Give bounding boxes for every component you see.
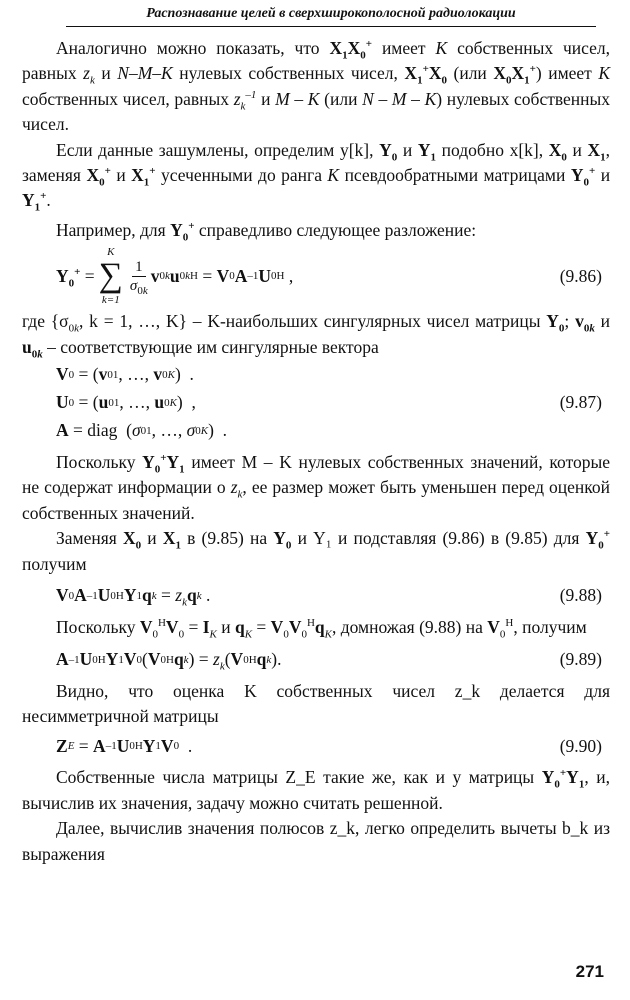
running-title: Распознавание целей в сверхширокополосной радиолокации — [146, 6, 516, 21]
equation-9-87-line-2: U 0 = ( u 01 , …, u 0K ) , (9.87) — [22, 390, 610, 416]
equation-number: (9.87) — [559, 392, 602, 413]
equation-number: (9.88) — [559, 585, 602, 606]
equation-9-88: V 0 A –1 U 0 H Y 1 q k = $z_k$ q k . (9.88) — [56, 585, 602, 609]
paragraph-3: Например, для $Y_0^+$ справедливо следующее разложение: — [56, 219, 477, 244]
page-body — [22, 36, 610, 867]
paragraph-4: где {$\sigma_{0k}$, k = 1, …, K} – K-наибольших сингулярных чисел матрицы $Y_0$; $v_{0k}$ и $u_{0k}$ – соответствующие им сингулярные вектора — [22, 311, 610, 361]
page-number: 271 — [575, 962, 604, 981]
equation-number: (9.86) — [559, 265, 602, 286]
paragraph-5: Поскольку $Y_0^+Y_1$ имеет M – K нулевых собственных значений, которые не содержат информации о $z_k$, ее размер может быть уменьшен перед оценкой собственных значений. — [22, 452, 611, 523]
equation-number: (9.90) — [559, 735, 602, 756]
paragraph-9: Собственные числа матрицы Z_E такие же, как и у матрицы $Y_0^+Y_1$, и, вычислив их значения, задачу можно считать решенной. — [22, 767, 610, 813]
header-rule — [66, 26, 596, 27]
equation-9-89: A –1 U 0 H Y 1 V 0 ( V 0 H q k ) = $z_k$ ( V 0 H q k ). (9.89) — [56, 648, 602, 673]
paragraph-8: Видно, что оценка K собственных чисел z_k делается для несимметричной матрицы — [22, 680, 610, 726]
equation-9-87-line-3: A = diag ( σ 01 , …, σ 0K ) . — [56, 420, 228, 441]
equation-9-86: $Y_0^+$ = K ∑ k=1 $\frac{1}{\sigma_{0k}}$ v 0k u 0k H = V 0 A –1 U 0 H , (9.86) — [56, 246, 602, 307]
equation-number: (9.89) — [559, 648, 602, 669]
paragraph-7: Поскольку $V_0^HV_0 = I_K$ и $q_K = V_0V_0^Hq_K$, домножая (9.88) на $V_0^H$, получим — [56, 617, 587, 641]
equation-9-87-line-1: V 0 = ( v 01 , …, v 0K ) . — [56, 364, 194, 385]
paragraph-2: Если данные зашумлены, определим y[k], $Y_0$ и $Y_1$ подобно x[k], $X_0$ и $X_1$, заменяя $X_0^+$ и $X_1^+$ усеченными до ранга K псевдообратными матрицами $Y_0^+$ и $Y_1^+$. — [22, 139, 611, 214]
paragraph-1: Аналогично можно показать, что $X_1X_0^+$ имеет K собственных чисел, равных $z_k$ и N–M–K нулевых собственных чисел, $X_1^+X_0$ (или $X_0X_1^+$) имеет K собственных чисел, равных $z_k^{-1}$ и M – K (или N – M – K) нулевых собственных чисел. — [22, 38, 611, 135]
paragraph-10: Далее, вычислив значения полюсов z_k, легко определить вычеты b_k из выражения — [22, 818, 610, 864]
equation-9-90: Z E = A –1 U 0 H Y 1 V 0 . (9.90) — [22, 733, 610, 759]
paragraph-6: Заменяя $X_0$ и $X_1$ в (9.85) на $Y_0$ и Y₁ и подставляя (9.86) в (9.85) для $Y_0^+$ получим — [22, 528, 610, 574]
